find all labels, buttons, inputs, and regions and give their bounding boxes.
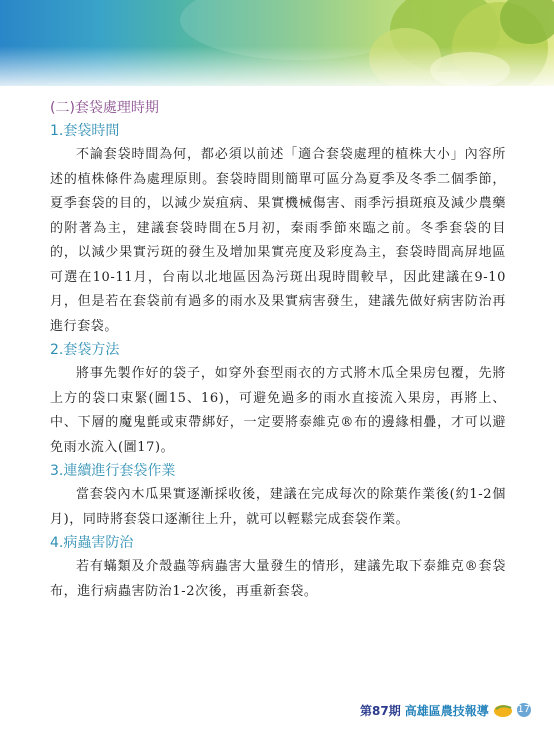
article-content (50, 98, 506, 605)
header-banner-image (0, 0, 554, 86)
subsection-1 (50, 121, 506, 339)
banner-fade (0, 46, 554, 86)
subsection-title: 1.套袋時間 (50, 123, 120, 139)
footer-issue: 第87期 (360, 703, 401, 718)
subsection-2 (50, 340, 506, 460)
subsection-3 (50, 461, 506, 532)
subsection-title: 4.病蟲害防治 (50, 535, 134, 551)
subsection-title: 2.套袋方法 (50, 342, 120, 358)
subsection-title: 3.連續進行套袋作業 (50, 463, 176, 479)
subsection-paragraph: 不論套袋時間為何，都必須以前述「適合套袋處理的植株大小」內容所述的植株條件為處理原則。套袋時間則簡單可區分為夏季及冬季二個季節，夏季套袋的目的，以減少炭疽病、果實機械傷害、雨季污損斑痕及減少農藥的附著為主，建議套袋時間在5月初，秦雨季節來臨之前。冬季套袋的目的，以減少果實污斑的發生及增加果實亮度及彩度為主，套袋時間高屏地區可選在10-11月，台南以北地區因為污斑出現時間較早，因此建議在9-10月，但是若在套袋前有過多的雨水及果實病害發生，建議先做好病害防治再進行套袋。 (50, 147, 506, 334)
section-title: (二)套袋處理時期 (50, 100, 159, 116)
subsection-4 (50, 533, 506, 604)
papaya-icon (492, 702, 514, 718)
subsection-paragraph: 若有蟎類及介殼蟲等病蟲害大量發生的情形，建議先取下泰維克®套袋布，進行病蟲害防治1-2次後，再重新套袋。 (50, 559, 506, 599)
page-footer (360, 698, 540, 722)
page-number: 17 (517, 704, 531, 715)
subsection-paragraph: 當套袋內木瓜果實逐漸採收後，建議在完成每次的除葉作業後(約1-2個月)，同時將套袋口逐漸往上升，就可以輕鬆完成套袋作業。 (50, 487, 506, 527)
subsection-paragraph: 將事先製作好的袋子，如穿外套型雨衣的方式將木瓜全果房包覆，先將上方的袋口束緊(圖15、16)，可避免過多的雨水直接流入果房，再將上、中、下層的魔鬼氈或束帶綁好，一定要將泰維克®布的邊緣相疊，才可以避免雨水流入(圖17)。 (50, 366, 506, 455)
footer-journal-title: 高雄區農技報導 (404, 703, 489, 718)
